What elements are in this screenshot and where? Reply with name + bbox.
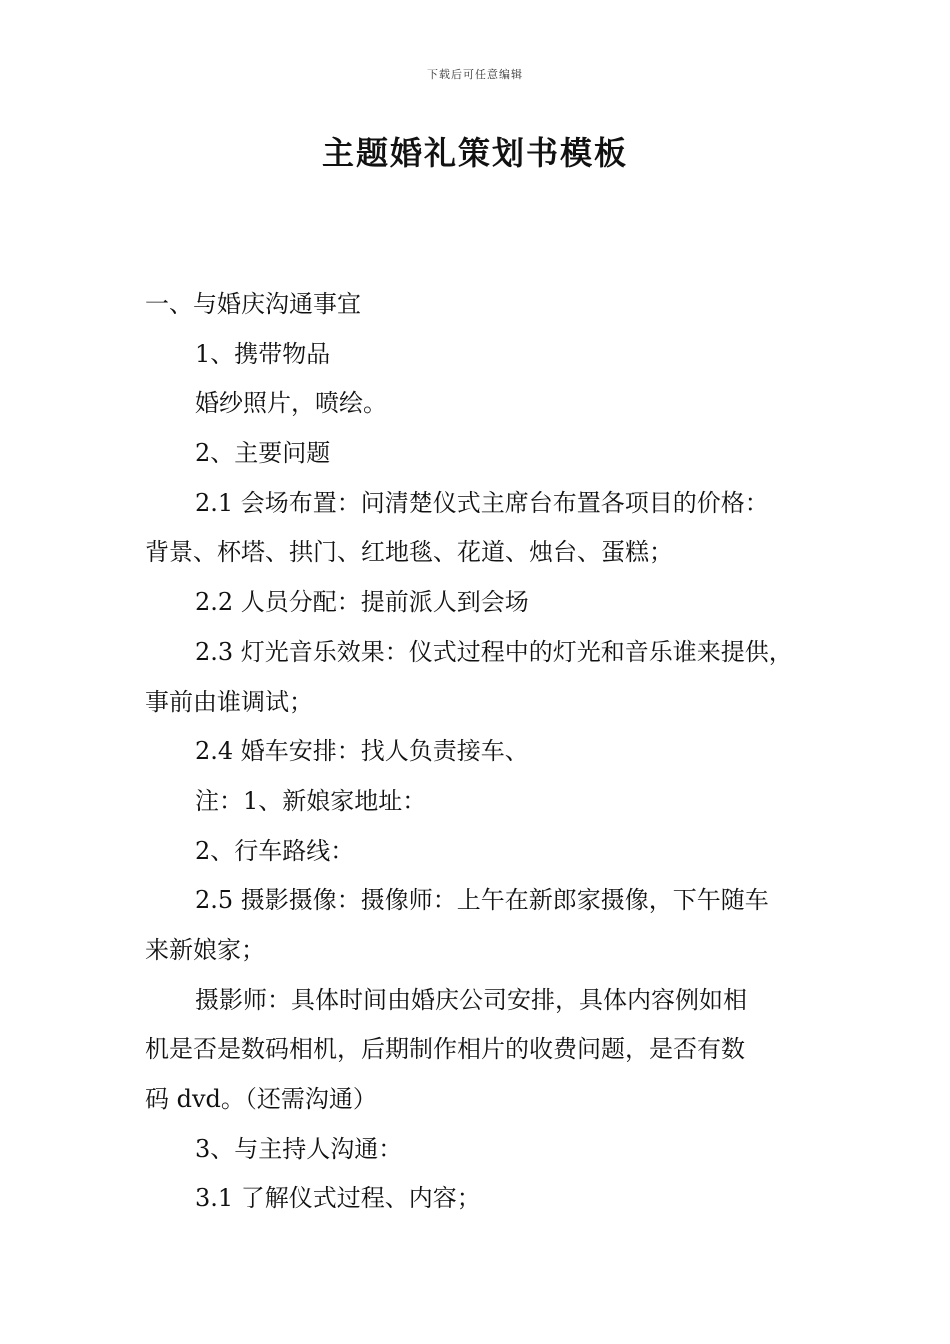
paragraph-line: 机是否是数码相机，后期制作相片的收费问题，是否有数 — [145, 1035, 745, 1064]
paragraph-line: 2、行车路线： — [195, 836, 355, 865]
paragraph-line: 来新娘家； — [145, 935, 265, 964]
paragraph-line: 2.1 会场布置：问清楚仪式主席台布置各项目的价格： — [195, 488, 769, 517]
paragraph-line: 事前由谁调试； — [145, 687, 313, 716]
paragraph-line: 一、与婚庆沟通事宜 — [145, 290, 361, 318]
document-title: 主题婚礼策划书模板 — [321, 134, 628, 172]
paragraph-line: 码 dvd。（还需沟通） — [145, 1085, 377, 1113]
document-body — [145, 280, 825, 1224]
paragraph-line: 摄影师：具体时间由婚庆公司安排，具体内容例如相 — [195, 985, 747, 1014]
paragraph-line: 2.3 灯光音乐效果：仪式过程中的灯光和音乐谁来提供， — [195, 637, 793, 666]
paragraph-line: 1、携带物品 — [195, 339, 331, 368]
paragraph-line: 注：1、新娘家地址： — [195, 786, 427, 815]
paragraph-line: 2.2 人员分配：提前派人到会场 — [195, 588, 529, 617]
paragraph-line: 背景、杯塔、拱门、红地毯、花道、烛台、蛋糕； — [145, 538, 673, 567]
paragraph-line: 婚纱照片，喷绘。 — [195, 389, 387, 418]
paragraph-line: 2.5 摄影摄像：摄像师：上午在新郎家摄像，下午随车 — [195, 886, 769, 915]
header-note: 下载后可任意编辑 — [427, 68, 523, 81]
paragraph-line: 2、主要问题 — [195, 439, 331, 468]
paragraph-line: 3.1 了解仪式过程、内容； — [195, 1184, 481, 1213]
paragraph-line: 2.4 婚车安排：找人负责接车、 — [195, 737, 529, 766]
paragraph-line: 3、与主持人沟通： — [195, 1134, 403, 1163]
